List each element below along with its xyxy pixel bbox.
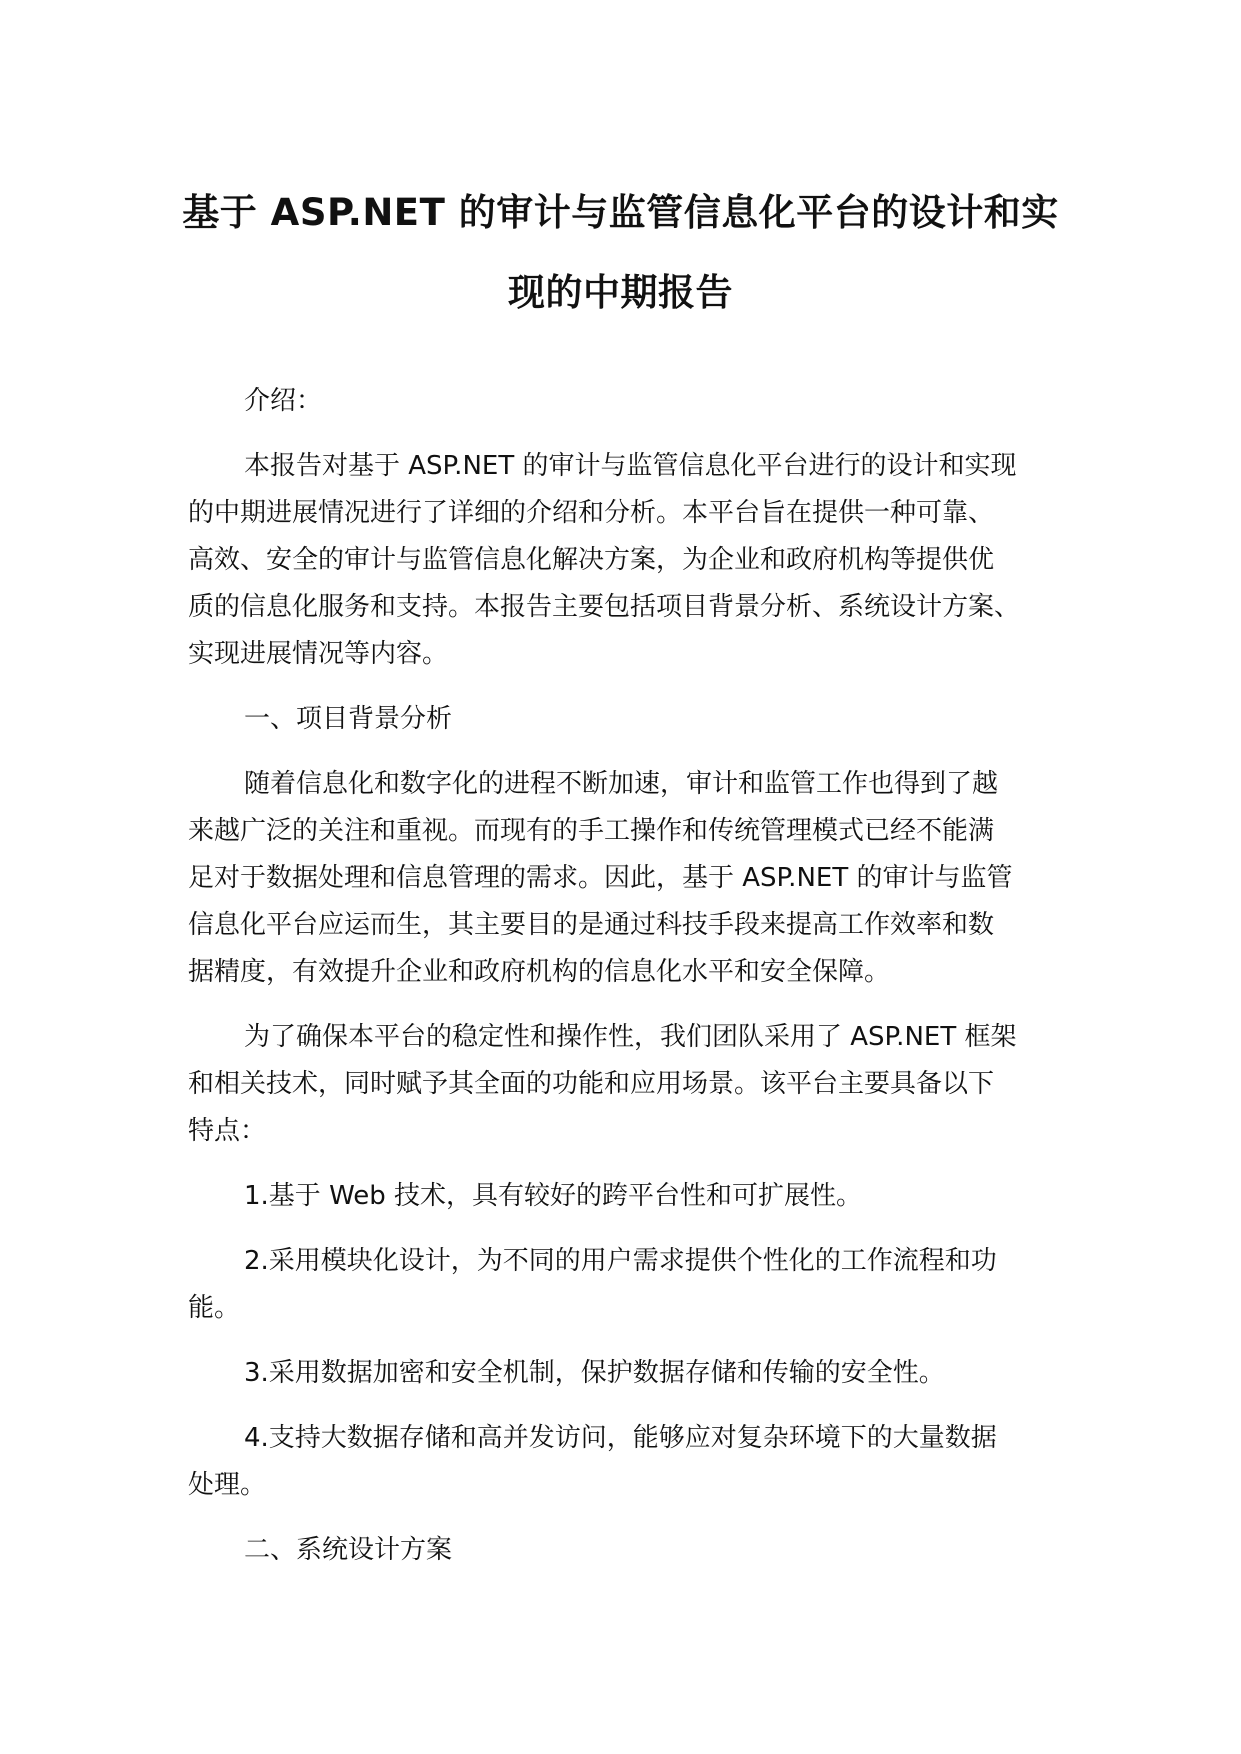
paragraph-line: 介绍： (244, 386, 323, 416)
paragraph-line: 足对于数据处理和信息管理的需求。因此，基于 ASP.NET 的审计与监管 (188, 863, 1013, 893)
feature-item-2 (188, 1238, 1068, 1332)
paragraph-line: 1.基于 Web 技术，具有较好的跨平台性和可扩展性。 (244, 1181, 863, 1211)
paragraph-features-intro (188, 1014, 1068, 1155)
document-title-line-2: 现的中期报告 (508, 271, 733, 314)
feature-item-1 (188, 1173, 1068, 1220)
paragraph-line: 特点： (188, 1116, 267, 1146)
paragraph-line: 3.采用数据加密和安全机制，保护数据存储和传输的安全性。 (244, 1358, 945, 1388)
feature-item-3 (188, 1350, 1068, 1397)
paragraph-background (188, 761, 1068, 996)
paragraph-line: 能。 (188, 1293, 241, 1323)
paragraph-line: 2.采用模块化设计，为不同的用户需求提供个性化的工作流程和功 (244, 1246, 997, 1276)
paragraph-line: 随着信息化和数字化的进程不断加速，审计和监管工作也得到了越 (244, 769, 999, 799)
paragraph-line: 本报告对基于 ASP.NET 的审计与监管信息化平台进行的设计和实现 (244, 451, 1017, 481)
paragraph-line: 高效、安全的审计与监管信息化解决方案，为企业和政府机构等提供优 (188, 545, 995, 575)
paragraph-line: 处理。 (188, 1470, 267, 1500)
paragraph-intro (188, 443, 1068, 678)
heading-line: 二、系统设计方案 (244, 1535, 453, 1565)
heading-line: 一、项目背景分析 (244, 704, 453, 734)
paragraph-line: 4.支持大数据存储和高并发访问，能够应对复杂环境下的大量数据 (244, 1423, 997, 1453)
paragraph-intro-label (188, 378, 1068, 425)
paragraph-line: 和相关技术，同时赋予其全面的功能和应用场景。该平台主要具备以下 (188, 1069, 995, 1099)
paragraph-line: 据精度，有效提升企业和政府机构的信息化水平和安全保障。 (188, 957, 891, 987)
paragraph-line: 来越广泛的关注和重视。而现有的手工操作和传统管理模式已经不能满 (188, 816, 995, 846)
document-body (188, 378, 1068, 1592)
paragraph-line: 实现进展情况等内容。 (188, 639, 449, 669)
feature-item-4 (188, 1415, 1068, 1509)
paragraph-line: 信息化平台应运而生，其主要目的是通过科技手段来提高工作效率和数 (188, 910, 995, 940)
paragraph-line: 质的信息化服务和支持。本报告主要包括项目背景分析、系统设计方案、 (188, 592, 1021, 622)
paragraph-line: 为了确保本平台的稳定性和操作性，我们团队采用了 ASP.NET 框架 (244, 1022, 1017, 1052)
paragraph-line: 的中期进展情况进行了详细的介绍和分析。本平台旨在提供一种可靠、 (188, 498, 995, 528)
section-heading-design (188, 1527, 1068, 1574)
section-heading-background (188, 696, 1068, 743)
document-title-line-1: 基于 ASP.NET 的审计与监管信息化平台的设计和实 (182, 191, 1059, 234)
